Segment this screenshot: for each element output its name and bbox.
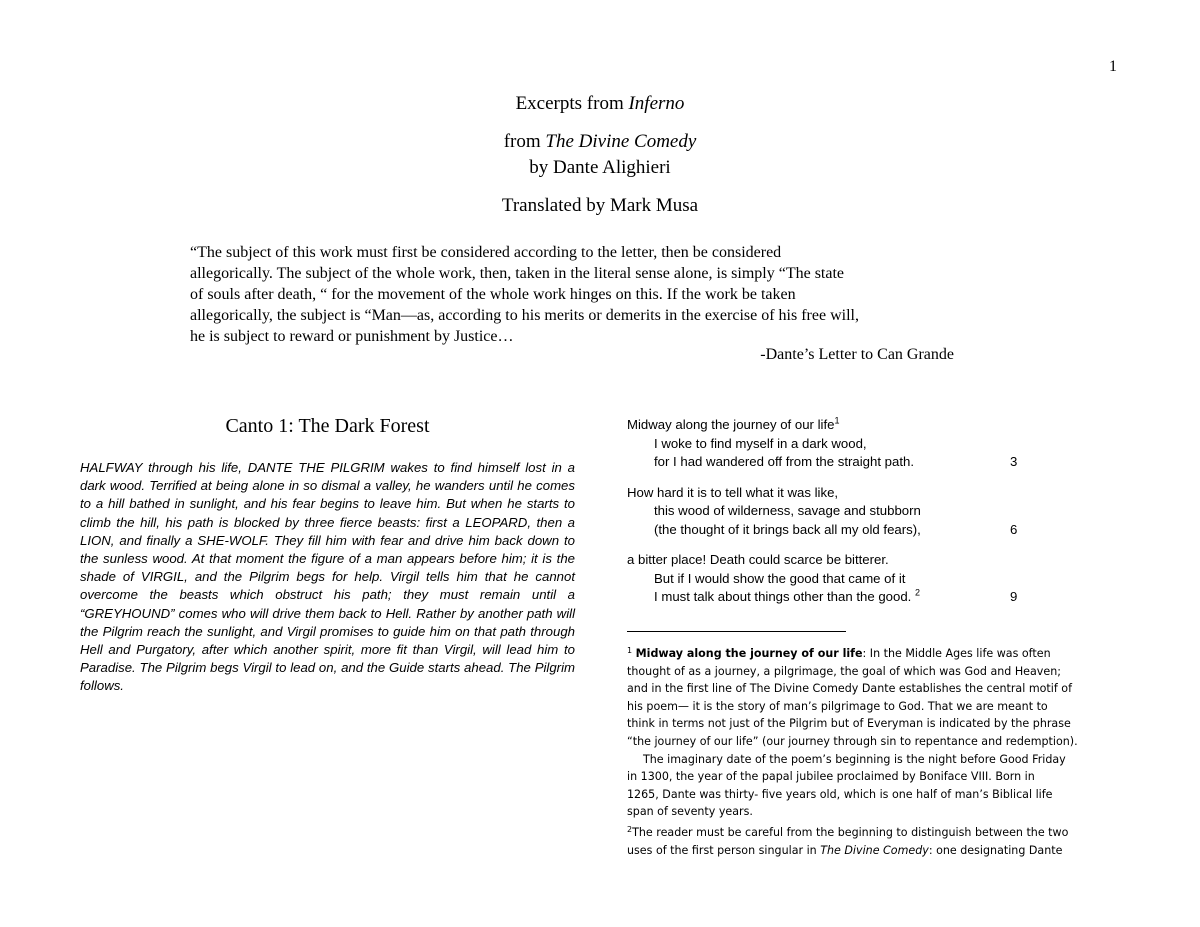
footnote-text (627, 842, 1117, 860)
verse-line (627, 521, 1027, 540)
stanza (627, 416, 1027, 472)
verse-text: this wood of wilderness, savage and stubborn (654, 503, 921, 518)
footnote-number: 2 (627, 824, 633, 834)
footnote-text: The imaginary date of the poem’s beginning is the night before Good Friday (643, 752, 1066, 766)
verse-line (627, 551, 1027, 570)
title-prefix: Excerpts from (515, 93, 629, 114)
footnote-2 (627, 821, 1117, 842)
footnote-text-prefix: uses of the first person singular in (627, 843, 821, 857)
translator-line: Translated by Mark Musa (501, 195, 699, 216)
epigraph (190, 242, 970, 347)
verse-line (627, 484, 1027, 503)
source-line (0, 131, 1200, 153)
footnote-text: in 1300, the year of the papal jubilee proclaimed by Boniface VIII. Born in (627, 770, 1035, 784)
footnote-text: thought of as a journey, a pilgrimage, the goal of which was God and Heaven; (627, 664, 1061, 678)
stanza (627, 484, 1027, 540)
epigraph-line: of souls after death, “ for the movement of the whole work hinges on this. If the work be taken (190, 286, 796, 303)
line-number: 3 (1010, 454, 1018, 469)
footnote-text-suffix: : one designating Dante (928, 843, 1063, 857)
footnote-number: 1 (627, 646, 633, 655)
verse-line (627, 502, 1027, 521)
footnote-ref[interactable]: 2 (915, 587, 921, 598)
page-number: 1 (1109, 58, 1117, 75)
title-italic: Inferno (628, 93, 685, 114)
line-number: 6 (1010, 521, 1018, 537)
footnote-text: 1265, Dante was thirty- five years old, which is one half of man’s Biblical life (627, 787, 1053, 801)
footnote-text: : In the Middle Ages life was often (862, 647, 1051, 660)
verse-line (627, 588, 1027, 607)
footnote-ref[interactable]: 1 (834, 415, 840, 426)
verse-block (627, 416, 1027, 619)
footnote-text: “the journey of our life” (our journey through sin to repentance and redemption). (627, 734, 1078, 748)
epigraph-line: allegorically, the subject is “Man—as, according to his merits or demerits in the exercise of his free will, (190, 307, 859, 324)
canto-summary: HALFWAY through his life, DANTE THE PILGRIM wakes to find himself lost in a dark wood. Terrified at being alone in so dismal a valley, he wanders until he comes to a hill bathed in sunlight, and his fear begins to leave him. But when he starts to climb the hill, his path is blocked by three fierce beasts: first a LEOPARD, then a LION, and finally a SHE-WOLF. They fill him with fear and drive him back down to the sunless wood. At that moment the figure of a man appears before him; it is the shade of VIRGIL, and the Pilgrim begs for help. Virgil tells him that he cannot overcome the beasts which obstruct his path; they must remain until a “GREYHOUND” comes who will drive them back to Hell. Rather by another path will the Pilgrim reach the sunlight, and Virgil promises to guide him on that path through Hell and Purgatory, after which another spirit, more fit than Virgil, will lead him to Paradise. The Pilgrim begs Virgil to lead on, and the Guide starts ahead. The Pilgrim follows. (80, 460, 575, 694)
source-prefix: from (503, 131, 546, 152)
verse-text: for I had wandered off from the straight path. (654, 454, 914, 469)
stanza (627, 551, 1027, 607)
verse-line (627, 416, 1027, 435)
canto-title: Canto 1: The Dark Forest (225, 415, 430, 437)
verse-line (627, 435, 1027, 454)
source-italic: The Divine Comedy (545, 131, 697, 152)
line-number: 9 (1010, 589, 1018, 604)
verse-text: How hard it is to tell what it was like, (627, 484, 839, 500)
footnote-text: span of seventy years. (627, 805, 753, 819)
footnote-1 (627, 642, 1117, 663)
document-title (0, 93, 1200, 115)
verse-text: I must talk about things other than the good. (654, 589, 915, 604)
verse-text: (the thought of it brings back all my old fears), (654, 521, 921, 537)
epigraph-line: allegorically. The subject of the whole work, then, taken in the literal sense alone, is simply “The state (190, 265, 845, 282)
footnotes (627, 642, 1117, 859)
epigraph-line: “The subject of this work must first be considered according to the letter, then be considered (190, 244, 782, 261)
verse-text: But if I would show the good that came of it (654, 570, 906, 586)
verse-text: a bitter place! Death could scarce be bitterer. (627, 552, 889, 567)
verse-text: Midway along the journey of our life (627, 417, 835, 432)
verse-line (627, 570, 1027, 589)
verse-line (627, 453, 1027, 472)
author-line: by Dante Alighieri (529, 157, 671, 178)
epigraph-line: he is subject to reward or punishment by Justice… (190, 328, 514, 345)
footnote-term: Midway along the journey of our life (635, 647, 863, 660)
epigraph-attribution: -Dante’s Letter to Can Grande (760, 346, 954, 363)
footnote-text: The reader must be careful from the beginning to distinguish between the two (632, 825, 1069, 839)
footnote-divider (627, 631, 846, 632)
footnote-text: his poem— it is the story of man’s pilgrimage to God. That we are meant to (627, 699, 1048, 713)
verse-text: I woke to find myself in a dark wood, (654, 435, 867, 451)
footnote-text: and in the first line of The Divine Comedy Dante establishes the central motif of (627, 682, 1072, 696)
footnote-italic: The Divine Comedy (820, 843, 929, 857)
footnote-text: think in terms not just of the Pilgrim but of Everyman is indicated by the phrase (627, 717, 1071, 731)
